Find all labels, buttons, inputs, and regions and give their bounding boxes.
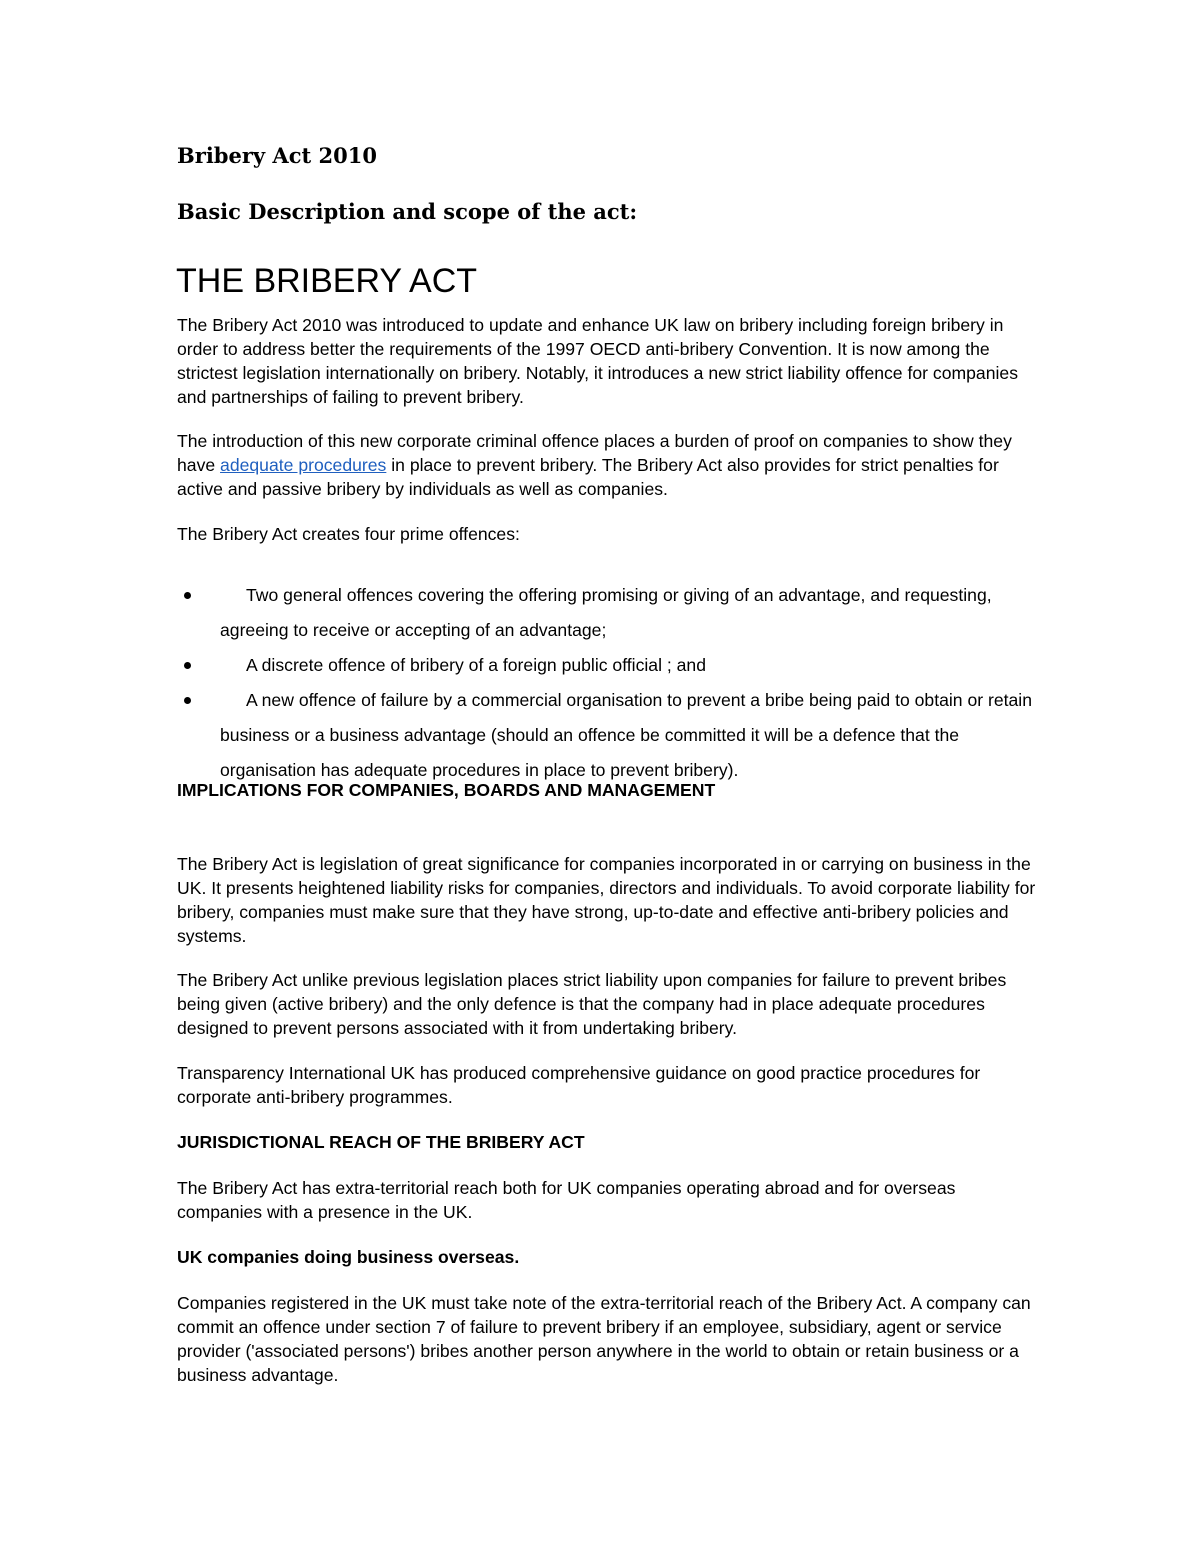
- extra-territorial-paragraph: The Bribery Act has extra-territorial reach both for UK companies operating abroad and for overseas companies with a presence in the UK.: [177, 1178, 956, 1222]
- document-heading: Bribery Act 2010: [177, 143, 377, 168]
- bullet-icon: [184, 662, 191, 669]
- bullet-icon: [184, 592, 191, 599]
- adequate-procedures-link[interactable]: adequate procedures: [220, 455, 387, 475]
- list-item: [177, 578, 1037, 648]
- strict-liability-paragraph: The Bribery Act unlike previous legislation places strict liability upon companies for failure to prevent bribes being given (active bribery) and the only defence is that the company had in place adequate procedures designed to prevent persons associated with it from undertaking bribery.: [177, 970, 1007, 1038]
- uk-companies-paragraph: Companies registered in the UK must take note of the extra-territorial reach of the Bribery Act. A company can commit an offence under section 7 of failure to prevent bribery if an employee, subsidiary, agent or service provider ('associated persons') bribes another person anywhere in the world to obtain or retain business or a business advantage.: [177, 1293, 1031, 1385]
- guidance-paragraph: Transparency International UK has produced comprehensive guidance on good practice procedures for corporate anti-bribery programmes.: [177, 1063, 981, 1107]
- list-item: [177, 683, 1037, 788]
- list-item-text: Two general offences covering the offering promising or giving of an advantage, and requesting, agreeing to receive or accepting of an advantage;: [220, 585, 992, 640]
- significance-paragraph: The Bribery Act is legislation of great significance for companies incorporated in or carrying on business in the UK. It presents heightened liability risks for companies, directors and individuals. To avoid corporate liability for bribery, companies must make sure that they have strong, up-to-date and effective anti-bribery policies and systems.: [177, 854, 1036, 946]
- offences-intro: The Bribery Act creates four prime offences:: [177, 524, 520, 544]
- intro-paragraph: The Bribery Act 2010 was introduced to update and enhance UK law on bribery including foreign bribery in order to address better the requirements of the 1997 OECD anti-bribery Convention. It is now among the strictest legislation internationally on bribery. Notably, it introduces a new strict liability offence for companies and partnerships of failing to prevent bribery.: [177, 315, 1018, 407]
- list-item-text: A discrete offence of bribery of a foreign public official ; and: [246, 655, 706, 675]
- burden-of-proof-paragraph: [177, 429, 1037, 501]
- paragraph-text: in place to prevent bribery. The Bribery Act also provides for strict penalties for active and passive bribery by individuals as well as companies.: [177, 455, 999, 499]
- offences-list: [177, 578, 1037, 788]
- act-title: THE BRIBERY ACT: [176, 262, 478, 300]
- scope-heading: Basic Description and scope of the act:: [177, 199, 638, 224]
- list-item-text: A new offence of failure by a commercial organisation to prevent a bribe being paid to obtain or retain business or a business advantage (should an offence be committed it will be a defence that the organisation has adequate procedures in place to prevent bribery).: [220, 690, 1033, 780]
- uk-companies-subheading: UK companies doing business overseas.: [177, 1247, 520, 1267]
- bullet-icon: [184, 697, 191, 704]
- paragraph-text: The introduction of this new corporate criminal offence places a burden of proof on companies to show they have: [177, 431, 1012, 475]
- jurisdiction-heading: JURISDICTIONAL REACH OF THE BRIBERY ACT: [177, 1132, 585, 1152]
- list-item: [177, 648, 1037, 683]
- implications-heading: IMPLICATIONS FOR COMPANIES, BOARDS AND MANAGEMENT: [177, 780, 716, 800]
